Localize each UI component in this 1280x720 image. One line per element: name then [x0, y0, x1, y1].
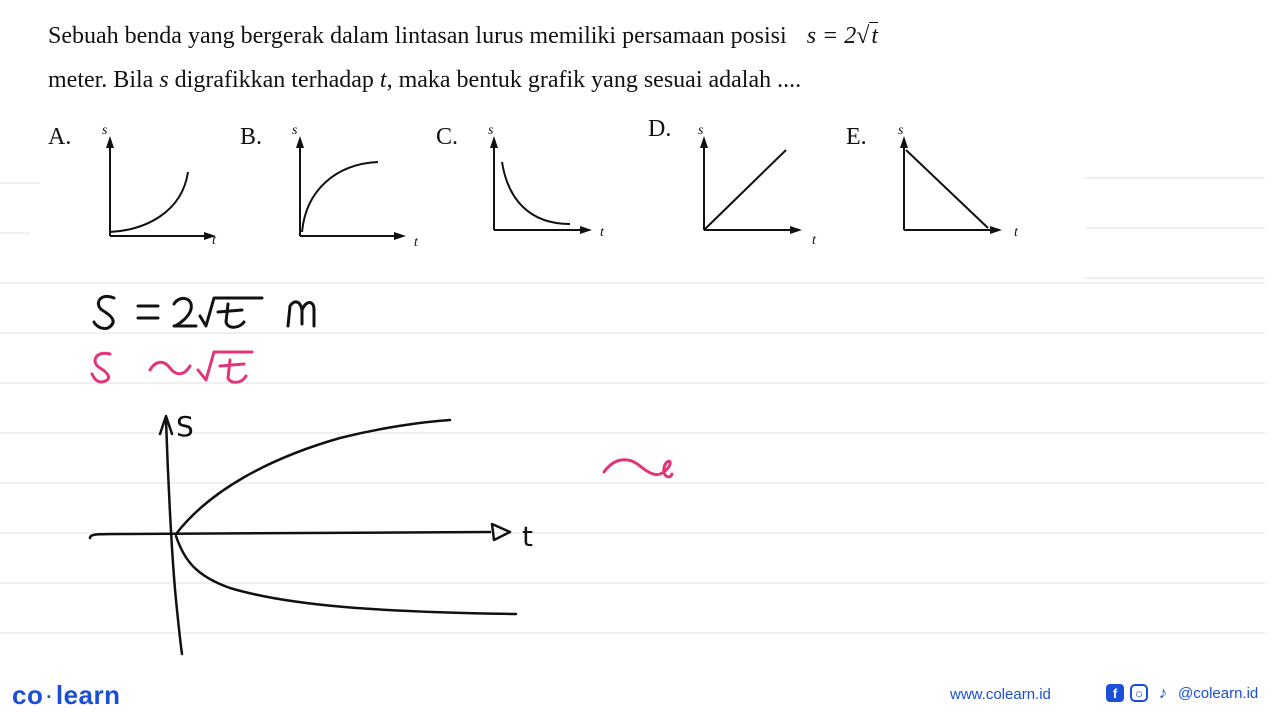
question-line1-text: Sebuah benda yang bergerak dalam lintasan lurus memiliki persamaan posisi — [48, 23, 787, 49]
tiktok-icon[interactable]: ♪ — [1158, 683, 1168, 702]
option-e-axis-s: s — [898, 123, 904, 138]
instagram-icon[interactable]: ○ — [1130, 684, 1148, 702]
option-b-axis-s: s — [292, 123, 298, 138]
hand-graph-s-label: S — [176, 410, 194, 443]
option-c-axis-s: s — [488, 123, 494, 138]
colearn-logo[interactable]: co · learn — [12, 680, 121, 710]
social-handle[interactable]: @colearn.id — [1178, 684, 1259, 702]
position-formula: s = 2√t — [806, 23, 879, 49]
option-d-axis-t: t — [812, 233, 816, 248]
footer-social — [1106, 684, 1258, 702]
option-a-label[interactable]: A. — [48, 124, 72, 150]
question-line-2: meter. Bila s digrafikkan terhadap t, maka bentuk grafik yang sesuai adalah .... — [48, 67, 802, 93]
pink-scribble — [604, 460, 672, 477]
hand-graph — [90, 416, 516, 654]
option-d-axis-s: s — [698, 123, 704, 138]
option-c-axis-t: t — [600, 225, 604, 240]
option-a-axis-s: s — [102, 123, 108, 138]
option-b-axis-t: t — [414, 235, 418, 250]
option-c-label[interactable]: C. — [436, 124, 459, 150]
option-b-label[interactable]: B. — [240, 124, 263, 150]
handwritten-equation-2 — [92, 352, 252, 382]
facebook-icon[interactable]: f — [1106, 684, 1124, 702]
option-d-label[interactable]: D. — [648, 116, 672, 142]
option-e-label[interactable]: E. — [846, 124, 867, 150]
footer-url[interactable]: www.colearn.id — [950, 686, 1051, 703]
hand-graph-t-label: t — [522, 520, 533, 553]
option-e-axis-t: t — [1014, 225, 1018, 240]
handwritten-equation-1 — [94, 296, 314, 328]
option-a-axis-t: t — [212, 233, 216, 248]
